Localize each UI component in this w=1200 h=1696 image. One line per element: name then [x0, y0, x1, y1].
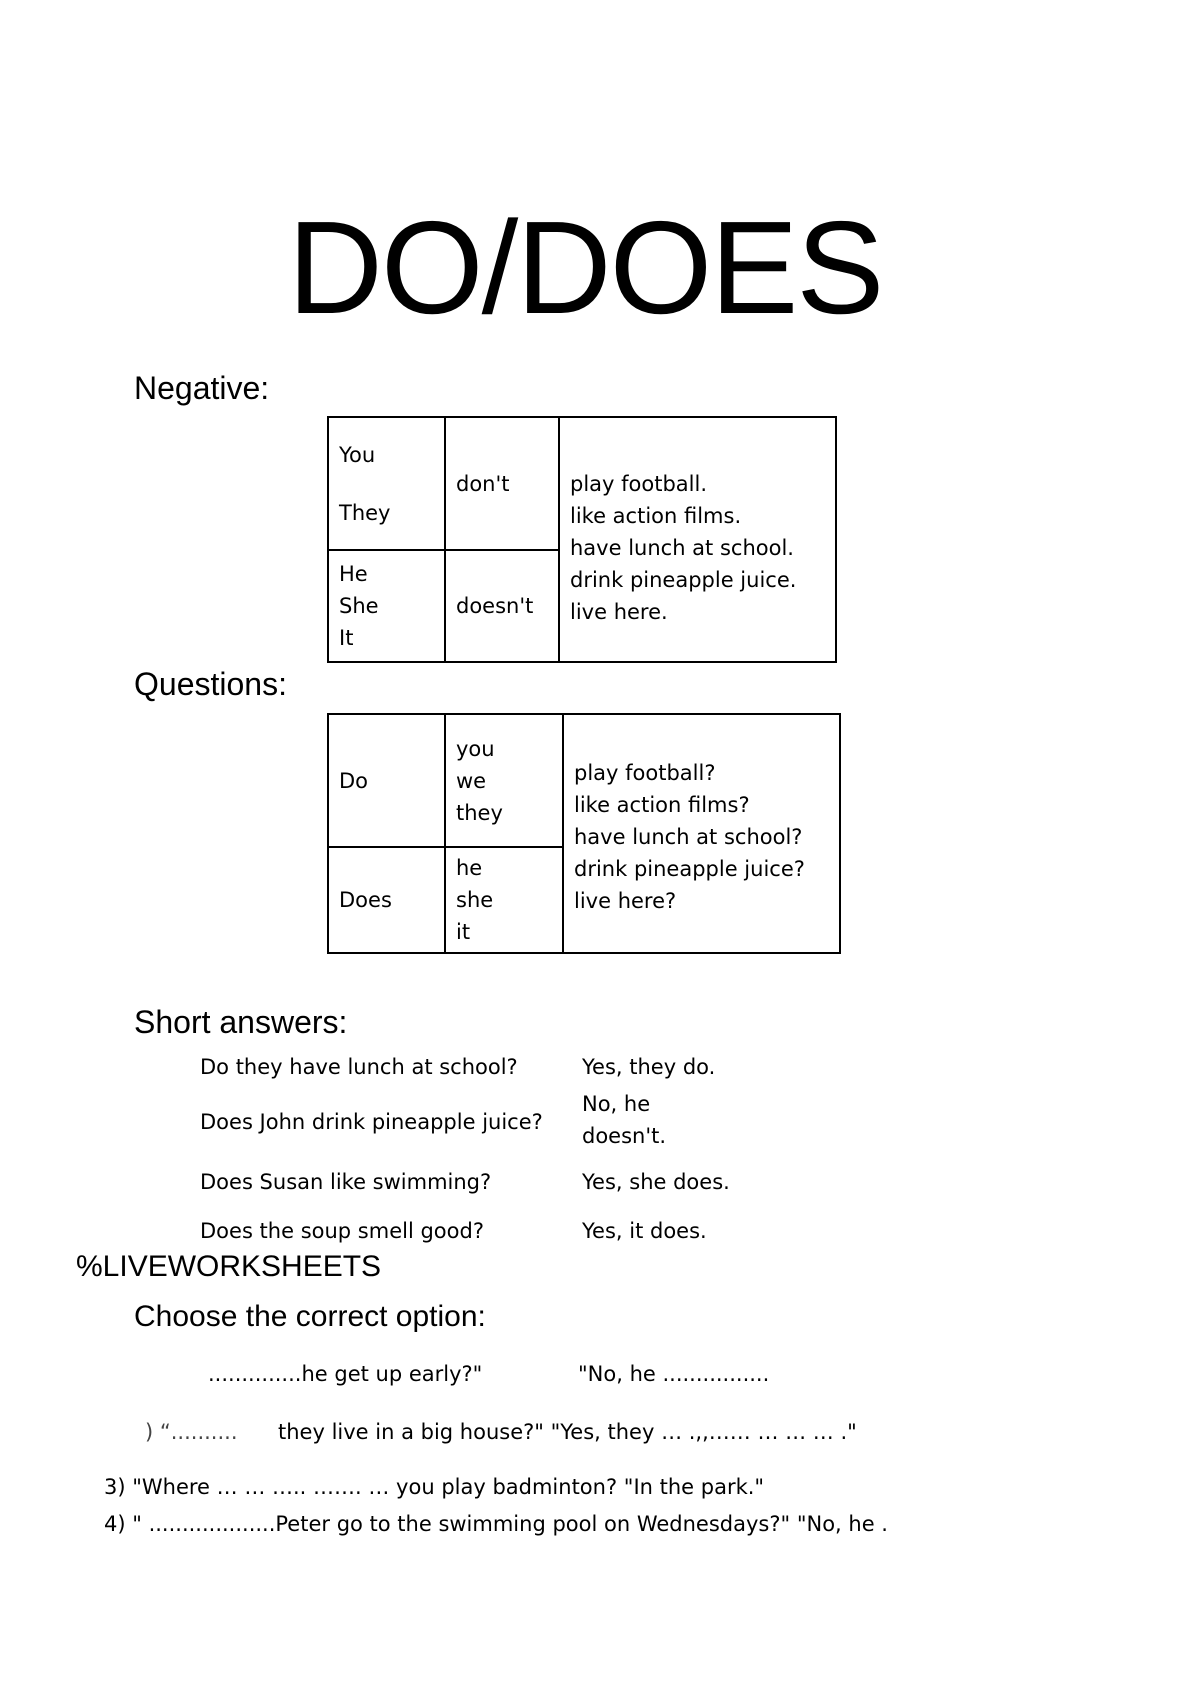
negative-aux-cell: don't [445, 417, 559, 550]
short-answer: Yes, they do. [582, 1055, 716, 1079]
subject: He [339, 562, 368, 586]
short-question: Does Susan like swimming? [200, 1170, 492, 1194]
subject: She [339, 594, 379, 618]
verb-phrase: like action films? [574, 793, 750, 817]
exercise-heading: Choose the correct option: [134, 1300, 486, 1333]
negative-table [327, 416, 837, 663]
short-question: Does the soup smell good? [200, 1219, 484, 1243]
short-answers-heading: Short answers: [134, 1004, 348, 1040]
short-question: Do they have lunch at school? [200, 1055, 518, 1079]
questions-aux-cell: Do [328, 714, 445, 847]
verb-phrase: play football. [570, 472, 708, 496]
subject: we [456, 768, 487, 793]
negative-subjects-cell [328, 550, 445, 662]
verb-phrase: like action films. [570, 504, 742, 528]
verb-phrase: play football? [574, 761, 716, 785]
questions-aux-cell: Does [328, 847, 445, 953]
questions-verbs-cell [563, 714, 840, 953]
subject: he [456, 856, 483, 880]
questions-subjects-cell [445, 847, 563, 953]
short-question: Does John drink pineapple juice? [200, 1110, 543, 1134]
verb-phrase: drink pineapple juice. [570, 568, 797, 592]
subject: you [456, 736, 495, 761]
exercise-line-1-answer: "No, he ................ [578, 1362, 770, 1386]
short-answer: Yes, she does. [582, 1170, 730, 1194]
questions-subjects-cell [445, 714, 563, 847]
verb-phrase: have lunch at school. [570, 536, 794, 560]
subject: It [339, 626, 354, 650]
exercise-line-4: 4) " ...................Peter go to the swimming pool on Wednesdays?" "No, he . [104, 1512, 888, 1536]
verb-phrase: have lunch at school? [574, 825, 803, 849]
exercise-line-2: they live in a big house?" "Yes, they … .,,…… … … … ." [278, 1420, 857, 1444]
negative-subjects-cell [328, 417, 445, 550]
verb-phrase: drink pineapple juice? [574, 857, 805, 881]
short-answer: Yes, it does. [582, 1219, 707, 1243]
liveworksheets-marker: %LIVEWORKSHEETS [76, 1250, 382, 1283]
subject: she [456, 888, 494, 912]
subject: it [456, 920, 471, 944]
short-answer: No, he doesn't. [582, 1092, 667, 1148]
verb-phrase: live here. [570, 600, 668, 624]
negative-aux-cell: doesn't [445, 550, 559, 662]
negative-heading: Negative: [134, 370, 270, 406]
exercise-line-1: ..............he get up early?" [208, 1362, 483, 1386]
subject: You [339, 442, 376, 467]
page-title: DO/DOES [287, 194, 883, 341]
exercise-line-3: 3) "Where … … ….. ……. … you play badminton? "In the park." [104, 1475, 765, 1499]
subject: they [456, 800, 503, 825]
negative-verbs-cell [559, 417, 836, 662]
questions-heading: Questions: [134, 666, 287, 702]
verb-phrase: live here? [574, 889, 677, 913]
subject: They [339, 500, 391, 525]
exercise-line-2-prefix: ) “.......... [145, 1420, 238, 1444]
questions-table [327, 713, 841, 954]
